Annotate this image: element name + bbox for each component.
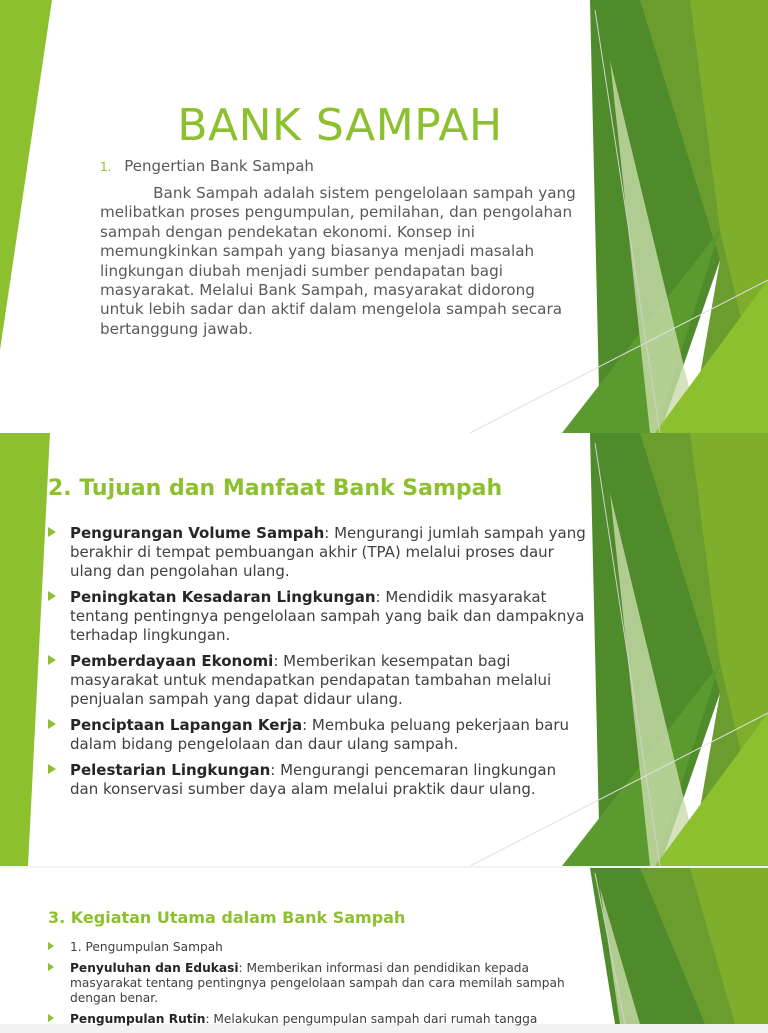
bullet-arrow-icon <box>48 527 56 537</box>
activities-list <box>48 940 568 1033</box>
bullet-arrow-icon <box>48 591 56 601</box>
slide-title: BANK SAMPAH <box>177 100 503 151</box>
section-3-heading: 3. Kegiatan Utama dalam Bank Sampah <box>48 908 406 927</box>
item-term: Peningkatan Kesadaran Lingkungan <box>70 588 376 606</box>
item-text: : Mendidik masyarakat tentang pentingnya pengelolaan sampah yang baik dan dampaknya terhadap lingkungan. <box>70 588 585 644</box>
list-item <box>48 524 588 581</box>
list-item <box>48 588 588 645</box>
definition-paragraph: Bank Sampah adalah sistem pengelolaan sampah yang melibatkan proses pengumpulan, pemilahan, dan pengolahan sampah dengan pendekatan ekonomi. Konsep ini memungkinkan sampah yang biasanya menjadi masalah lingkungan diubah menjadi sumber pendapatan bagi masyarakat. Melalui Bank Sampah, masyarakat didorong untuk lebih sadar dan aktif dalam mengelola sampah secara bertanggung jawab. <box>100 184 576 338</box>
list-item <box>48 1012 568 1027</box>
item-term: Penciptaan Lapangan Kerja <box>70 716 303 734</box>
slide-1 <box>0 0 768 433</box>
item-text: : Memberikan informasi dan pendidikan kepada masyarakat tentang pentingnya pengelolaan sampah dan cara memilah sampah dengan benar. <box>70 961 565 1005</box>
item-term: Pengurangan Volume Sampah <box>70 524 325 542</box>
numbered-item <box>100 157 314 175</box>
item-term: Pelestarian Lingkungan <box>70 761 271 779</box>
item-text: : Mengurangi jumlah sampah yang berakhir di tempat pembuangan akhir (TPA) melalui proses daur ulang dan pengolahan ulang. <box>70 524 586 580</box>
section-2-heading: 2. Tujuan dan Manfaat Bank Sampah <box>48 476 503 501</box>
list-item <box>48 940 568 955</box>
list-item <box>48 716 588 754</box>
item-text: : Membuka peluang pekerjaan baru dalam bidang pengelolaan dan daur ulang sampah. <box>70 716 570 753</box>
item-text: : Melakukan pengumpulan sampah dari rumah tangga <box>205 1012 538 1026</box>
bullet-arrow-icon <box>48 764 56 774</box>
item-text: : Memberikan kesempatan bagi masyarakat untuk mendapatkan pendapatan tambahan melalui penjualan sampah yang dapat didaur ulang. <box>70 652 552 708</box>
bullet-arrow-icon <box>48 1014 54 1022</box>
list-item <box>48 961 568 1006</box>
item-text: 1. Pengumpulan Sampah <box>70 940 223 954</box>
item-term: Penyuluhan dan Edukasi <box>70 961 239 975</box>
item-text: : Mengurangi pencemaran lingkungan dan konservasi sumber daya alam melalui praktik daur ulang. <box>70 761 557 798</box>
bullet-arrow-icon <box>48 942 54 950</box>
bullet-arrow-icon <box>48 655 56 665</box>
bullet-arrow-icon <box>48 963 54 971</box>
benefits-list <box>48 524 588 806</box>
item-term: Pemberdayaan Ekonomi <box>70 652 274 670</box>
list-item <box>48 652 588 709</box>
item-term: Pengumpulan Rutin <box>70 1012 206 1026</box>
bullet-arrow-icon <box>48 719 56 729</box>
item-label: Pengertian Bank Sampah <box>124 157 314 175</box>
item-number: 1. <box>100 160 112 174</box>
list-item <box>48 761 588 799</box>
